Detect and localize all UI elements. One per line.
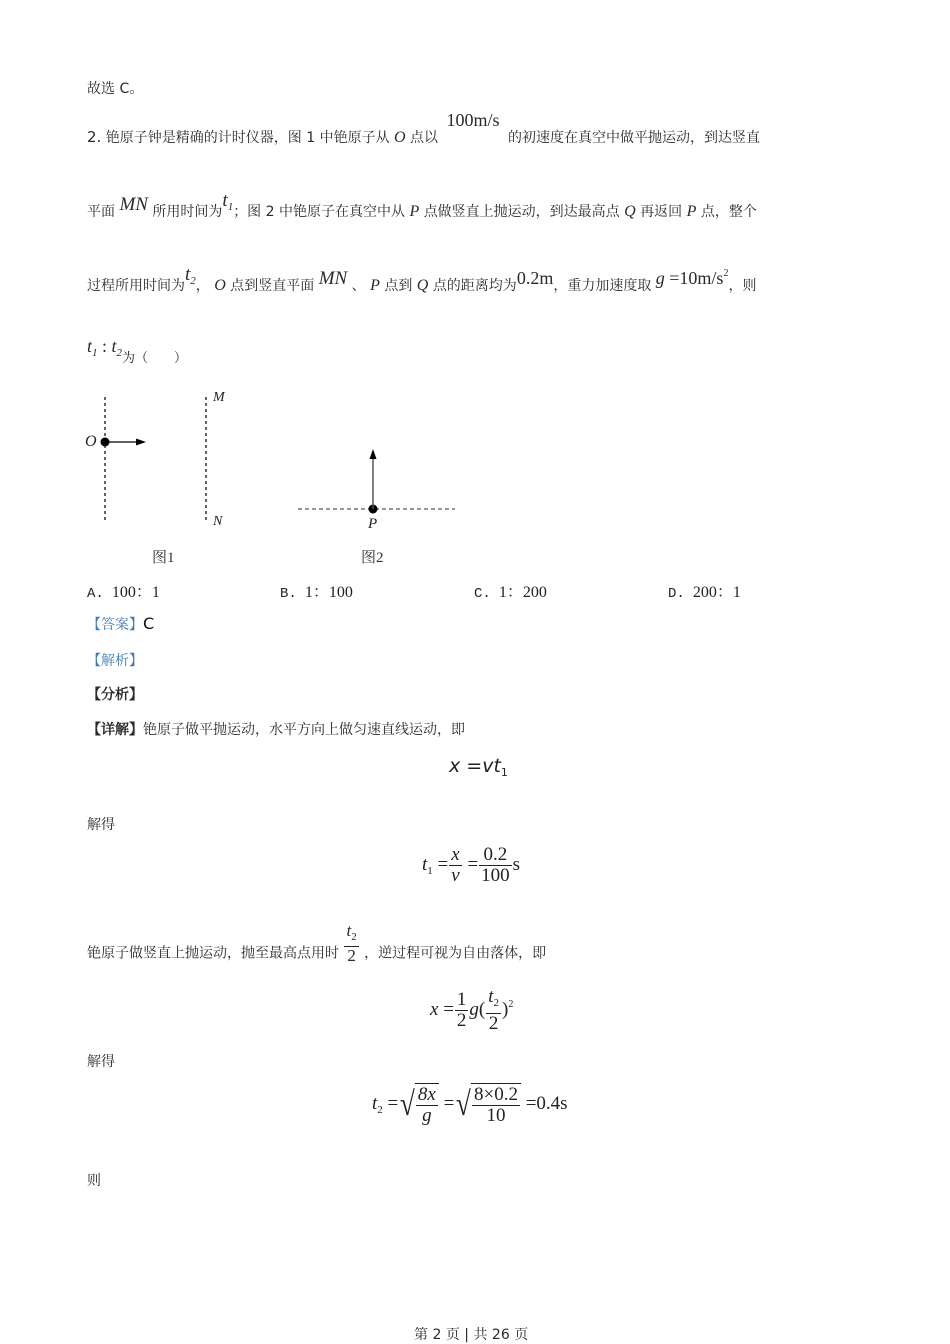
gravity-value: $g =10m/s^2$ <box>655 268 729 288</box>
label-n: N <box>213 514 223 529</box>
option-a[interactable]: A. 100：1 <box>87 584 160 602</box>
point-o: O <box>214 277 226 294</box>
distance-value: 0.2m <box>516 268 554 288</box>
jiede-1: 解得 <box>87 817 115 833</box>
point-p: P <box>370 277 380 294</box>
option-d[interactable]: D. 200：1 <box>668 584 741 602</box>
figure-2-diagram <box>298 449 455 514</box>
equation-2: $t_1$ = $\frac{x}{v}$ = $\frac{0.2}{100}$ s <box>422 844 521 886</box>
question-text: 铯原子钟是精确的计时仪器，图 1 中铯原子从 <box>105 130 390 146</box>
figure-2-caption: 图2 <box>361 550 384 566</box>
question-text: 点以 <box>410 130 439 146</box>
page-footer: 第 2 页 | 共 26 页 <box>414 1327 529 1343</box>
t1-symbol: $t_1$ <box>222 190 234 213</box>
page-total: 26 <box>491 1327 510 1343</box>
ze-text: 则 <box>87 1173 101 1189</box>
previous-conclusion: 故选 C。 <box>87 81 144 97</box>
question-text: 过程所用时间为 <box>87 278 185 294</box>
point-q: Q <box>416 277 429 294</box>
point-o: O <box>394 129 406 146</box>
question-text: 点到 <box>384 278 413 294</box>
initial-speed: 100m/s <box>446 110 500 130</box>
ratio-t1-t2: $t_1$ : $t_2$ <box>87 336 123 359</box>
question-line-3 <box>87 264 757 297</box>
question-text: ，则 <box>728 278 757 294</box>
label-p: P <box>368 516 378 532</box>
question-text: ，重力加速度取 <box>553 278 652 294</box>
equation-3: x = $\frac{1}{2}$ g( $\frac{t_2}{2}$ )$^2$ <box>430 986 514 1034</box>
fenxi-label: 【分析】 <box>87 687 143 703</box>
option-c[interactable]: C. 1：200 <box>474 584 547 602</box>
half-t2-fraction: $\frac{t_2}{2}$ <box>346 921 357 965</box>
question-text: 再返回 <box>640 204 683 220</box>
answer-label: 【答案】 <box>87 617 143 633</box>
plane-mn: MN <box>119 194 148 215</box>
page-number: 2 <box>432 1327 442 1343</box>
question-number: 2. <box>87 128 102 146</box>
question-text: 的初速度在真空中做平抛运动，到达竖直 <box>507 130 760 146</box>
label-m: M <box>213 390 225 405</box>
question-text: 为（ ） <box>122 351 188 366</box>
point-p: P <box>686 203 697 220</box>
detail-line-1: 【详解】铯原子做平抛运动，水平方向上做匀速直线运动，即 <box>87 722 465 738</box>
point-p: P <box>409 203 420 220</box>
analysis-label: 【解析】 <box>87 653 143 669</box>
question-text: 、 <box>351 278 366 294</box>
detail-line-2: 铯原子做竖直上抛运动，抛至最高点用时 $\frac{t_2}{2}$ ，逆过程可视为自由落体，即 <box>87 921 547 965</box>
question-text: 所用时间为 <box>152 204 223 220</box>
figure-1-caption: 图1 <box>152 550 175 566</box>
question-text: 点到竖直平面 <box>230 278 315 294</box>
question-text: 点，整个 <box>700 204 757 220</box>
plane-mn: MN <box>318 268 348 289</box>
equation-4: $t_2$ =√ $\frac{8x}{g}$ =√ $\frac{8\times 0.2}{10}$ =0.4s <box>372 1084 568 1126</box>
question-text: ；图 2 中铯原子在真空中从 <box>233 204 405 220</box>
label-o: O <box>85 433 97 450</box>
figure-1-diagram <box>101 397 207 523</box>
option-b[interactable]: B. 1：100 <box>280 584 353 602</box>
question-text: 点的距离均为 <box>432 278 517 294</box>
question-text: 点做竖直上抛运动，到达最高点 <box>423 204 620 220</box>
question-line-1 <box>87 110 760 147</box>
question-line-2 <box>87 190 757 223</box>
answer-value: C <box>143 614 155 633</box>
point-q: Q <box>624 203 636 220</box>
question-text: 平面 <box>87 204 115 220</box>
detail-label: 【详解】 <box>87 722 143 738</box>
jiede-2: 解得 <box>87 1054 115 1070</box>
question-line-4 <box>87 336 188 366</box>
equation-1: $x =vt_1$ <box>449 755 508 779</box>
physics-figures <box>80 385 480 575</box>
question-text: ， <box>195 278 210 294</box>
t2-symbol: $t_2$ <box>185 264 196 287</box>
answer-row <box>87 614 154 634</box>
